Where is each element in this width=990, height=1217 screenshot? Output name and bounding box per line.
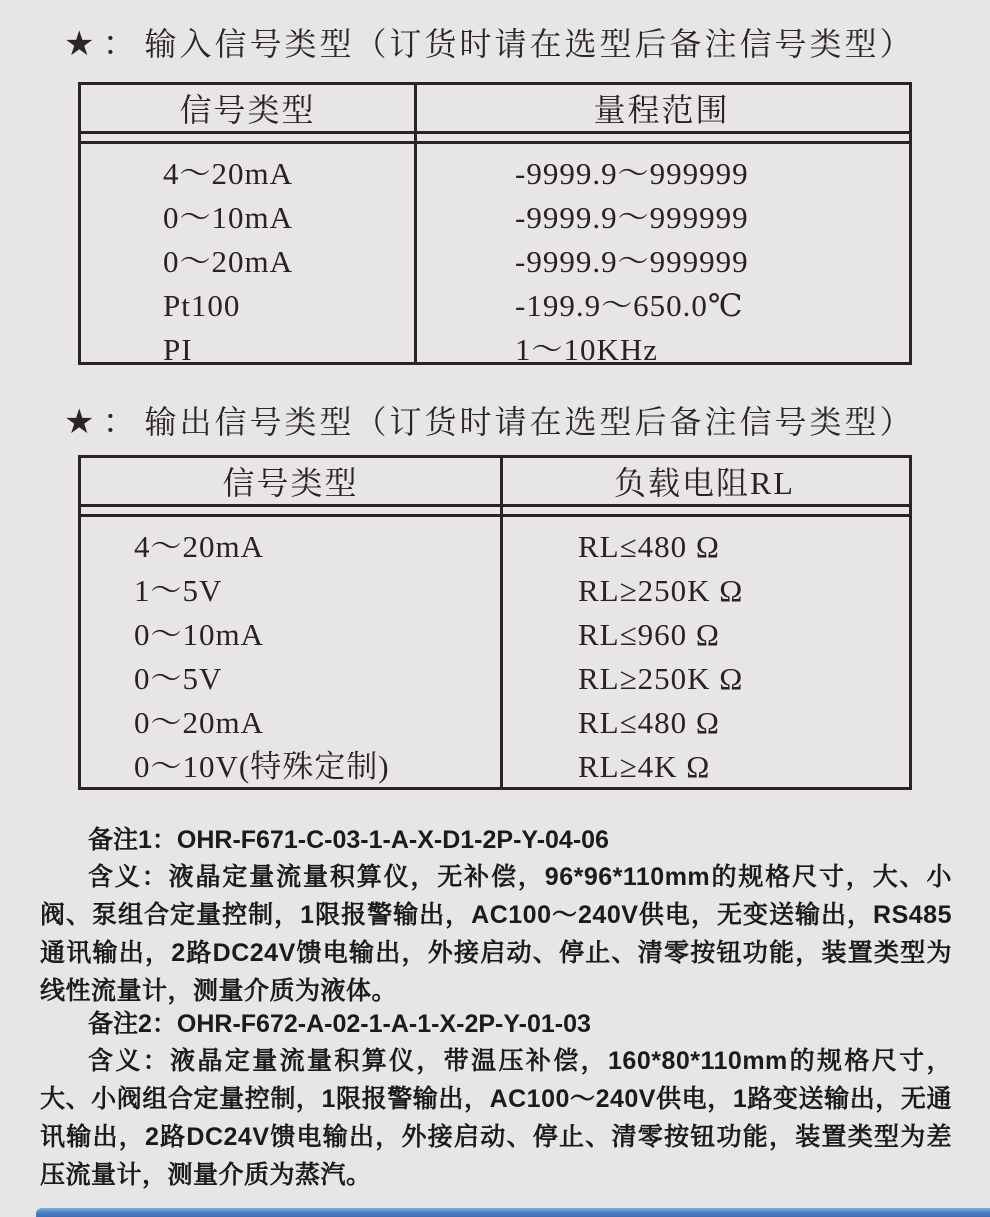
input-signal-cell: 0～20mA bbox=[163, 244, 293, 279]
input-table-body bbox=[81, 144, 909, 372]
output-load-cell: RL≤480 Ω bbox=[578, 529, 720, 564]
header-double-rule bbox=[81, 134, 909, 144]
input-range-cell: -9999.9～999999 bbox=[515, 200, 749, 235]
star-icon: ★： bbox=[64, 26, 145, 63]
star-icon: ★： bbox=[64, 404, 145, 441]
output-table-body bbox=[81, 517, 909, 789]
input-range-cell: 1～10KHz bbox=[515, 332, 659, 367]
output-load-cell: RL≤960 Ω bbox=[578, 617, 720, 652]
output-signal-cell: 4～20mA bbox=[134, 529, 264, 564]
input-signal-cell: 0～10mA bbox=[163, 200, 293, 235]
input-range-cell: -9999.9～999999 bbox=[515, 156, 749, 191]
output-signal-cell: 0～20mA bbox=[134, 705, 264, 740]
input-section-heading bbox=[64, 16, 964, 63]
output-load-cell: RL≤480 Ω bbox=[578, 705, 720, 740]
note1-model-code: OHR-F671-C-03-1-A-X-D1-2P-Y-04-06 bbox=[176, 826, 609, 854]
column-divider bbox=[414, 85, 417, 362]
input-header-signal-type: 信号类型 bbox=[179, 92, 316, 128]
output-signal-cell: 0～5V bbox=[134, 661, 223, 696]
input-signal-cell: 4～20mA bbox=[163, 156, 293, 191]
output-load-cell: RL≥4K Ω bbox=[578, 749, 711, 784]
output-section-title: 输出信号类型（订货时请在选型后备注信号类型） bbox=[144, 404, 915, 440]
input-signal-table bbox=[78, 82, 912, 365]
input-section-title: 输入信号类型（订货时请在选型后备注信号类型） bbox=[144, 26, 915, 62]
output-signal-cell: 1～5V bbox=[134, 573, 223, 608]
output-header-signal-type: 信号类型 bbox=[222, 465, 359, 501]
column-divider bbox=[500, 458, 503, 787]
header-double-rule bbox=[81, 507, 909, 517]
input-signal-cell: PI bbox=[163, 332, 193, 367]
input-range-cell: -199.9～650.0℃ bbox=[515, 288, 744, 323]
output-signal-cell: 0～10V(特殊定制) bbox=[134, 749, 390, 784]
note1-label: 备注1： bbox=[88, 826, 177, 854]
note2-meaning-paragraph: 含义：液晶定量流量积算仪，带温压补偿，160*80*110mm的规格尺寸，大、小阀组合定量控制，1限报警输出，AC100～240V供电，1路变送输出，无通讯输出，2路DC24V馈电输出，外接启动、停止、清零按钮功能，装置类型为差压流量计，测量介质为蒸汽。 bbox=[40, 1047, 952, 1189]
note1-meaning-paragraph: 含义：液晶定量流量积算仪，无补偿，96*96*110mm的规格尺寸，大、小阀、泵组合定量控制，1限报警输出，AC100～240V供电，无变送输出，RS485通讯输出，2路DC24V馈电输出，外接启动、停止、清零按钮功能，装置类型为线性流量计，测量介质为液体。 bbox=[40, 863, 952, 1005]
output-signal-table bbox=[78, 455, 912, 790]
output-table-header-row bbox=[81, 458, 909, 507]
input-range-cell: -9999.9～999999 bbox=[515, 244, 749, 279]
output-load-cell: RL≥250K Ω bbox=[578, 573, 744, 608]
footer-accent-bar bbox=[36, 1208, 990, 1217]
input-table-header-row bbox=[81, 85, 909, 134]
input-signal-cell: Pt100 bbox=[163, 288, 241, 323]
note1-label-line bbox=[88, 820, 968, 852]
output-load-cell: RL≥250K Ω bbox=[578, 661, 744, 696]
note2-label-line bbox=[88, 1004, 968, 1036]
output-signal-cell: 0～10mA bbox=[134, 617, 264, 652]
note2-label: 备注2： bbox=[88, 1010, 177, 1038]
output-header-load-resistance: 负载电阻RL bbox=[614, 465, 795, 501]
input-header-range: 量程范围 bbox=[593, 92, 730, 128]
note2-model-code: OHR-F672-A-02-1-A-1-X-2P-Y-01-03 bbox=[176, 1010, 591, 1038]
output-section-heading bbox=[64, 394, 964, 441]
